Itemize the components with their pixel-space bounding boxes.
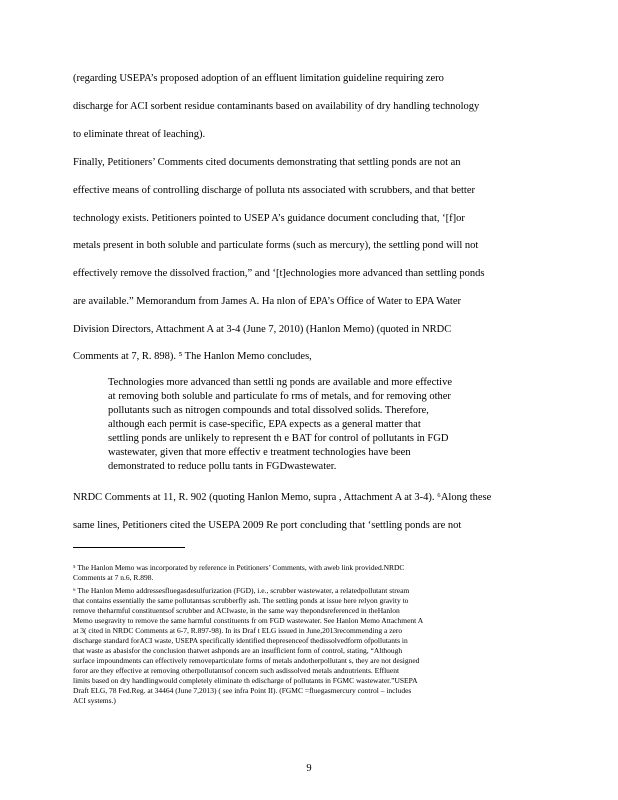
- footnote-line: that waste as abasisfor the conclusion thatwet ashponds are an insufficient form of control, stating, “Although: [73, 646, 403, 655]
- body-line: same lines, Petitioners cited the USEPA 2009 Re port concluding that ‘settling ponds are not: [73, 520, 462, 531]
- body-line: metals present in both soluble and particulate forms (such as mercury), the settling pond will not: [73, 240, 479, 251]
- block-quote-line: pollutants such as nitrogen compounds and total dissolved solids. Therefore,: [108, 405, 429, 416]
- body-line: effectively remove the dissolved fraction,” and ‘[t]echnologies more advanced than settling ponds: [73, 268, 485, 279]
- block-quote-line: settling ponds are unlikely to represent th e BAT for control of pollutants in FGD: [108, 433, 449, 444]
- footnote-line: ⁵ The Hanlon Memo was incorporated by reference in Petitioners’ Comments, with aweb link provided.NRDC: [73, 563, 405, 572]
- body-line: Division Directors, Attachment A at 3-4 (June 7, 2010) (Hanlon Memo) (quoted in NRDC: [73, 324, 452, 335]
- body-line: discharge for ACI sorbent residue contaminants based on availability of dry handling technology: [73, 101, 480, 112]
- footnote-divider: [73, 547, 185, 548]
- block-quote-line: wastewater, given that more effectiv e treatment technologies have been: [108, 447, 411, 458]
- body-line: technology exists. Petitioners pointed to USEP A’s guidance document concluding that, ‘[f]or: [73, 213, 465, 224]
- block-quote-line: Technologies more advanced than settli ng ponds are available and more effective: [108, 377, 452, 388]
- footnote-line: Memo usegravity to remove the same harmful constituents fr om FGD wastewater. See Hanlon Memo Attachment A: [73, 616, 424, 625]
- body-line: (regarding USEPA’s proposed adoption of an effluent limitation guideline requiring zero: [73, 73, 444, 84]
- footnote-line: discharge standard forACI waste, USEPA specifically identified thepresenceof thedissolvedform ofpollutants in: [73, 636, 408, 645]
- body-line: NRDC Comments at 11, R. 902 (quoting Hanlon Memo, supra , Attachment A at 3-4). ⁶Along these: [73, 492, 492, 503]
- footnote-line: that contains essentially the same pollutantsas scrubberfly ash. The settling ponds at issue here relyon gravity to: [73, 596, 409, 605]
- footnote-line: limits based on dry handlingwould completely eliminate th edischarge of pollutants in FGMC wastewater.”USEPA: [73, 676, 418, 685]
- footnote-line: ⁶ The Hanlon Memo addressesfluegasdesulfurization (FGD), i.e., scrubber wastewater, a relatedpollutant stream: [73, 586, 410, 595]
- footnote-line: remove theharmful constituentsof scrubber and ACIwaste, in the same way thepondsreferenced in theHanlon: [73, 606, 400, 615]
- body-line: Comments at 7, R. 898). ⁵ The Hanlon Memo concludes,: [73, 351, 312, 362]
- block-quote-line: demonstrated to reduce pollu tants in FGDwastewater.: [108, 461, 337, 472]
- body-line: effective means of controlling discharge of polluta nts associated with scrubbers, and that better: [73, 185, 475, 196]
- footnote-line: at 3( cited in NRDC Comments at 6-7, R.897-98). In its Draf t ELG issued in June,2013recommending a zero: [73, 626, 403, 635]
- body-line: Finally, Petitioners’ Comments cited documents demonstrating that settling ponds are not an: [73, 157, 461, 168]
- body-line: are available.” Memorandum from James A. Ha nlon of EPA’s Office of Water to EPA Water: [73, 296, 461, 307]
- footnote-line: Comments at 7 n.6, R.898.: [73, 573, 154, 582]
- footnote-line: ACI systems.): [73, 696, 116, 705]
- footnote-line: surface impoundments can effectively removeparticulate forms of metals andotherpollutant s, they are not designed: [73, 656, 420, 665]
- block-quote-line: although each permit is case-specific, EPA expects as a general matter that: [108, 419, 421, 430]
- block-quote-line: at removing both soluble and particulate fo rms of metals, and for removing other: [108, 391, 451, 402]
- body-line: to eliminate threat of leaching).: [73, 129, 206, 140]
- footnote-line: foror are they effective at removing otherpollutantsof concern such asdissolved metals andnutrients. Effluent: [73, 666, 400, 675]
- footnote-line: Draft ELG, 78 Fed.Reg. at 34464 (June 7,2013) ( see infra Point II). (FGMC =fluegasmercury control – includes: [73, 686, 412, 695]
- page-number: 9: [306, 763, 312, 774]
